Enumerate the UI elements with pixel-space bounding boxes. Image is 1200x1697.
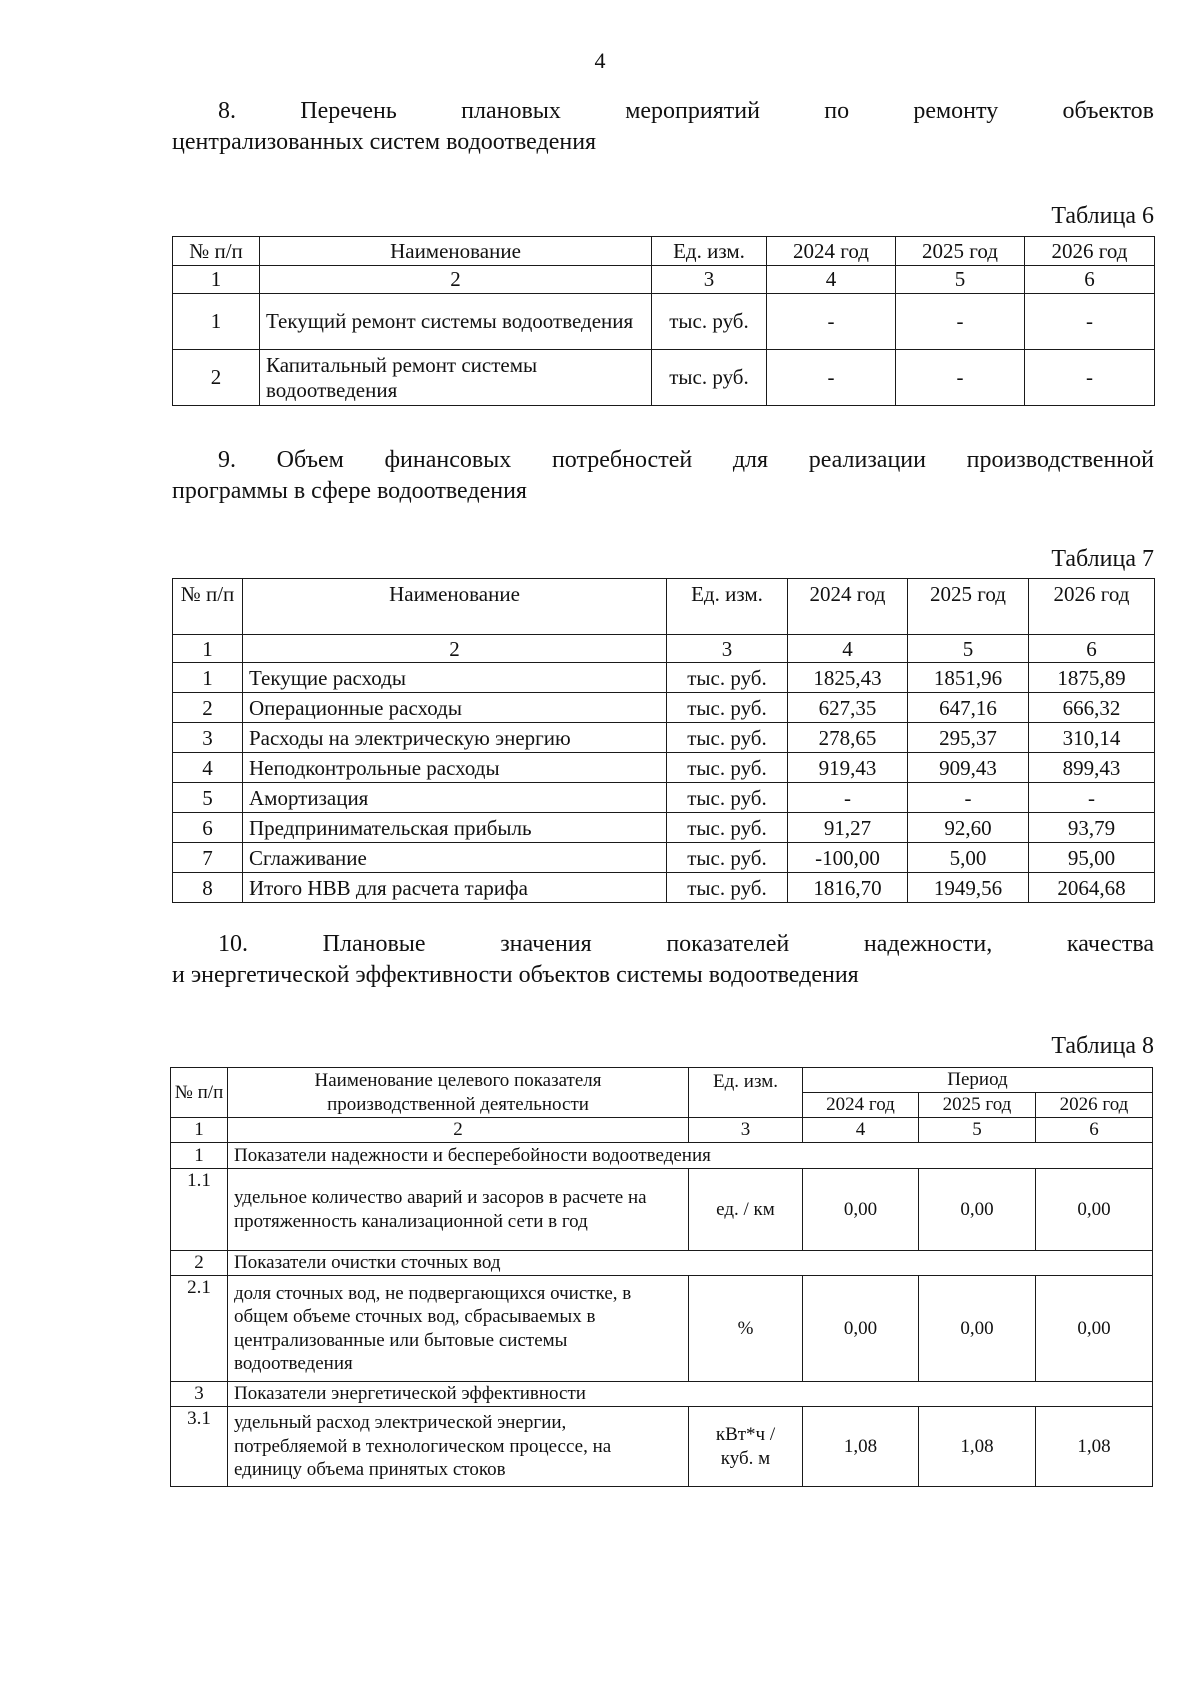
row-name: Сглаживание [243,843,667,873]
row-value-2026: 0,00 [1036,1276,1153,1382]
table-7-numbering-cell: 3 [667,635,788,663]
table-7-caption: Таблица 7 [1051,546,1154,572]
row-value-2024: 91,27 [788,813,908,843]
row-unit: тыс. руб. [667,783,788,813]
table-6-caption: Таблица 6 [1051,203,1154,229]
table-6-numbering-cell: 5 [896,266,1025,294]
row-value-2026: 93,79 [1029,813,1155,843]
row-name: Текущие расходы [243,663,667,693]
table-7-header-row [173,579,1155,635]
section-9-title-line1: 9. Объем финансовых потребностей для реализации производственной [218,447,1154,473]
table-6-header-cell: 2026 год [1025,237,1155,266]
table-8-group-row [171,1251,1153,1276]
row-number: 3.1 [171,1407,228,1487]
table-6-numbering-cell: 1 [173,266,260,294]
row-name: Текущий ремонт системы водоотведения [260,294,652,350]
table-6-numbering-row [173,266,1155,294]
table-7-numbering-cell: 5 [908,635,1029,663]
table-6-numbering-cell: 3 [652,266,767,294]
section-10-word: надежности, [863,931,993,957]
row-name: Капитальный ремонт системы водоотведения [260,350,652,406]
row-number: 3 [173,723,243,753]
table-8-header-num: № п/п [171,1068,228,1118]
row-value-2026: 0,00 [1036,1169,1153,1251]
table-8-numbering-cell: 1 [171,1118,228,1143]
row-value-2025: 1,08 [919,1407,1036,1487]
table-8-numbering-cell: 6 [1036,1118,1153,1143]
row-value-2024: 1,08 [803,1407,919,1487]
row-value-2025: 0,00 [919,1169,1036,1251]
row-name: Итого НВВ для расчета тарифа [243,873,667,903]
section-8-word: плановых [461,98,561,124]
table-row [171,1276,1153,1382]
section-8-word: объектов [1062,98,1155,124]
group-number: 1 [171,1143,228,1169]
row-number: 8 [173,873,243,903]
row-unit: тыс. руб. [667,753,788,783]
row-value-2026: 899,43 [1029,753,1155,783]
row-value-2024: - [767,294,896,350]
row-unit: ед. / км [689,1169,803,1251]
table-row [173,873,1155,903]
row-unit: тыс. руб. [667,843,788,873]
table-7-numbering-cell: 4 [788,635,908,663]
row-number: 2 [173,350,260,406]
table-7-numbering-cell: 6 [1029,635,1155,663]
table-row [173,783,1155,813]
row-value-2024: 0,00 [803,1169,919,1251]
row-name: Операционные расходы [243,693,667,723]
table-8-numbering-cell: 3 [689,1118,803,1143]
group-number: 2 [171,1251,228,1276]
section-10-word: качества [1066,931,1155,957]
section-9-title-line2: программы в сфере водоотведения [172,478,527,504]
row-unit: кВт*ч / куб. м [689,1407,803,1487]
row-name: Предпринимательская прибыль [243,813,667,843]
table-row [173,663,1155,693]
row-number: 4 [173,753,243,783]
row-number: 1.1 [171,1169,228,1251]
table-6-numbering-cell: 4 [767,266,896,294]
table-6-numbering-cell: 6 [1025,266,1155,294]
row-value-2025: 5,00 [908,843,1029,873]
group-title: Показатели энергетической эффективности [228,1382,1153,1407]
row-unit: тыс. руб. [667,723,788,753]
table-6-header-cell: 2024 год [767,237,896,266]
row-unit: тыс. руб. [652,350,767,406]
row-number: 1 [173,663,243,693]
section-10-title-line2: и энергетической эффективности объектов системы водоотведения [172,962,859,988]
row-unit: тыс. руб. [667,663,788,693]
table-7-header-cell: Наименование [243,579,667,635]
row-value-2024: -100,00 [788,843,908,873]
table-row [173,693,1155,723]
row-value-2025: 0,00 [919,1276,1036,1382]
table-row [171,1407,1153,1487]
row-value-2025: 647,16 [908,693,1029,723]
table-8-numbering-cell: 4 [803,1118,919,1143]
table-7-numbering-cell: 1 [173,635,243,663]
row-value-2026: 1875,89 [1029,663,1155,693]
row-unit: тыс. руб. [667,693,788,723]
row-name: Расходы на электрическую энергию [243,723,667,753]
table-7 [172,578,1155,903]
group-title: Показатели надежности и бесперебойности водоотведения [228,1143,1153,1169]
table-6-header-cell: Ед. изм. [652,237,767,266]
table-8-caption: Таблица 8 [1051,1033,1154,1059]
section-10-title-line1 [218,929,1154,960]
row-value-2024: 1816,70 [788,873,908,903]
row-value-2026: 310,14 [1029,723,1155,753]
table-7-header-cell: № п/п [173,579,243,635]
group-title: Показатели очистки сточных вод [228,1251,1153,1276]
row-value-2025: 909,43 [908,753,1029,783]
table-8 [170,1067,1153,1487]
row-value-2025: - [896,350,1025,406]
row-unit: тыс. руб. [667,813,788,843]
row-number: 5 [173,783,243,813]
row-unit: тыс. руб. [667,873,788,903]
section-10-word: 10. Плановые [218,931,426,957]
section-8-word: ремонту [913,98,999,124]
table-7-header-cell: 2024 год [788,579,908,635]
row-value-2025: 1949,56 [908,873,1029,903]
table-8-group-row [171,1143,1153,1169]
row-number: 7 [173,843,243,873]
table-row [173,753,1155,783]
row-name: доля сточных вод, не подвергающихся очистке, в общем объеме сточных вод, сбрасываемых в централизованные или бытовые системы водоотведения [228,1276,689,1382]
table-7-numbering-cell: 2 [243,635,667,663]
row-value-2024: 0,00 [803,1276,919,1382]
table-7-header-cell: 2026 год [1029,579,1155,635]
row-value-2026: 1,08 [1036,1407,1153,1487]
section-10-word: показателей [666,931,790,957]
table-6 [172,236,1155,406]
table-row [173,843,1155,873]
row-name: удельный расход электрической энергии, потребляемой в технологическом процессе, на единицу объема принятых стоков [228,1407,689,1487]
row-value-2024: 1825,43 [788,663,908,693]
row-name: удельное количество аварий и засоров в расчете на протяженность канализационной сети в год [228,1169,689,1251]
table-row [173,723,1155,753]
row-value-2025: - [896,294,1025,350]
row-value-2026: - [1025,294,1155,350]
row-value-2026: 95,00 [1029,843,1155,873]
row-value-2026: 666,32 [1029,693,1155,723]
table-6-header-cell: Наименование [260,237,652,266]
section-8-title-line2: централизованных систем водоотведения [172,129,597,155]
section-8-word: мероприятий [625,98,760,124]
row-value-2024: 919,43 [788,753,908,783]
table-7-numbering-row [173,635,1155,663]
table-6-header-cell: 2025 год [896,237,1025,266]
table-6-header-row [173,237,1155,266]
table-8-header-year: 2024 год [803,1093,919,1118]
row-value-2025: 295,37 [908,723,1029,753]
row-name: Неподконтрольные расходы [243,753,667,783]
table-row [171,1169,1153,1251]
row-value-2026: - [1025,350,1155,406]
row-value-2026: 2064,68 [1029,873,1155,903]
page-number: 4 [594,48,606,73]
table-8-header-period: Период [803,1068,1153,1093]
row-value-2024: - [767,350,896,406]
table-8-numbering-cell: 5 [919,1118,1036,1143]
table-7-header-cell: 2025 год [908,579,1029,635]
table-7-header-cell: Ед. изм. [667,579,788,635]
row-value-2024: 627,35 [788,693,908,723]
row-value-2025: - [908,783,1029,813]
row-number: 6 [173,813,243,843]
row-number: 2 [173,693,243,723]
table-8-header-unit: Ед. изм. [689,1068,803,1118]
section-8-title-line1 [218,96,1154,127]
table-8-group-row [171,1382,1153,1407]
table-8-header-year: 2025 год [919,1093,1036,1118]
table-8-header-year: 2026 год [1036,1093,1153,1118]
row-value-2025: 92,60 [908,813,1029,843]
row-value-2025: 1851,96 [908,663,1029,693]
row-unit: тыс. руб. [652,294,767,350]
row-number: 1 [173,294,260,350]
table-8-numbering-cell: 2 [228,1118,689,1143]
table-6-header-cell: № п/п [173,237,260,266]
row-value-2026: - [1029,783,1155,813]
row-number: 2.1 [171,1276,228,1382]
table-row [173,294,1155,350]
row-name: Амортизация [243,783,667,813]
table-8-header-name: Наименование целевого показателя производственной деятельности [228,1068,689,1118]
table-row [173,813,1155,843]
group-number: 3 [171,1382,228,1407]
section-8-word: по [824,98,850,124]
row-value-2024: - [788,783,908,813]
table-8-numbering-row [171,1118,1153,1143]
table-6-numbering-cell: 2 [260,266,652,294]
table-row [173,350,1155,406]
section-8-word: 8. Перечень [218,98,397,124]
row-unit: % [689,1276,803,1382]
section-10-word: значения [500,931,592,957]
table-8-header-row [171,1068,1153,1093]
row-value-2024: 278,65 [788,723,908,753]
